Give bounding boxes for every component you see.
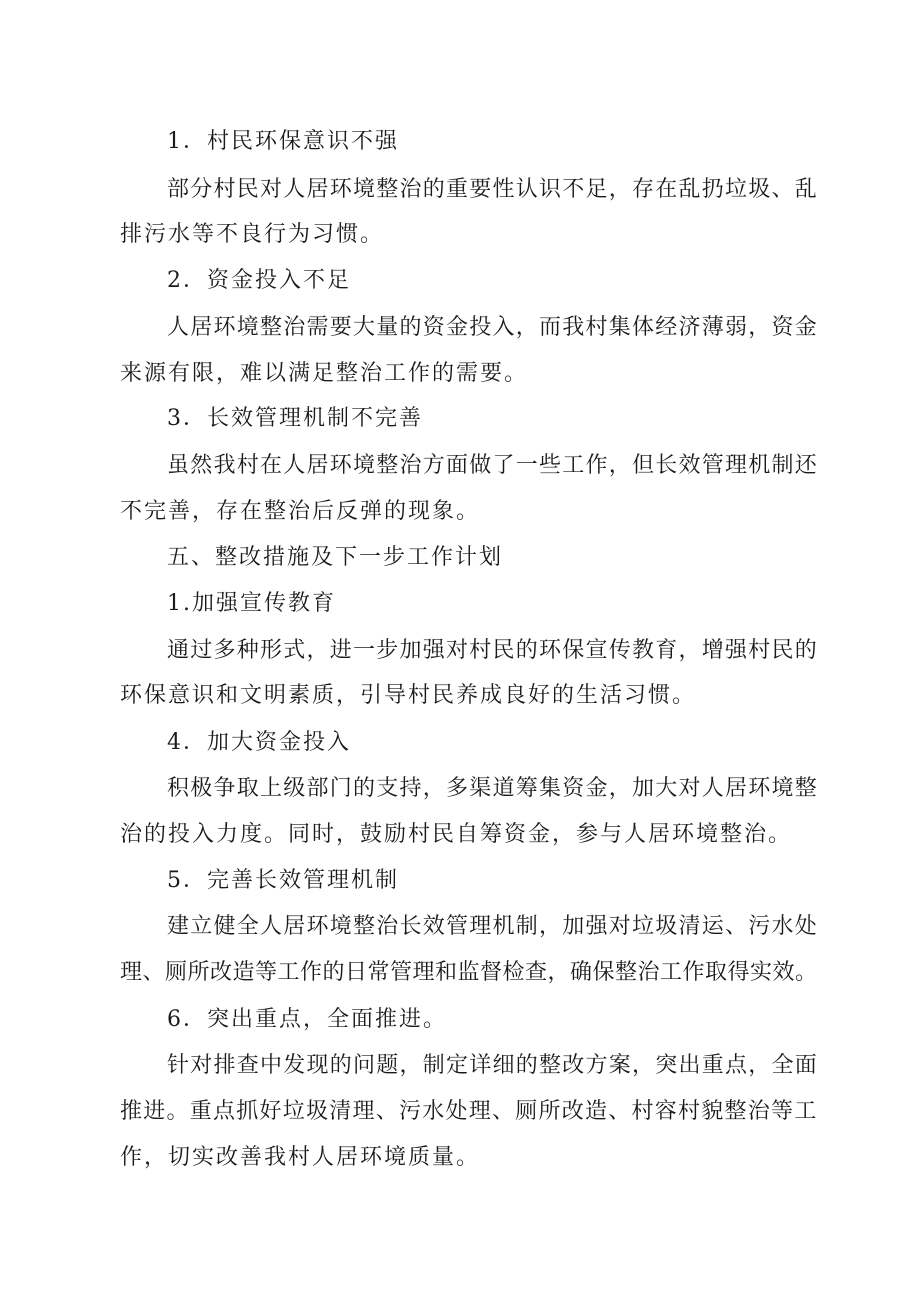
heading-3-management-mechanism: 3．长效管理机制不完善 [167, 406, 423, 431]
paragraph-line: 人居环境整治需要大量的资金投入，而我村集体经济薄弱，资金 [167, 315, 819, 340]
paragraph-line: 建立健全人居环境整治长效管理机制，加强对垃圾清运、污水处 [167, 914, 819, 939]
heading-1-villager-awareness: 1．村民环保意识不强 [167, 129, 399, 154]
paragraph-line: 排污水等不良行为习惯。 [120, 222, 385, 247]
heading-4-increase-funding: 4．加大资金投入 [167, 730, 351, 755]
paragraph-line: 针对排查中发现的问题，制定详细的整改方案，突出重点，全面 [167, 1053, 819, 1078]
paragraph-line: 理、厕所改造等工作的日常管理和监督检查，确保整治工作取得实效。 [120, 960, 818, 985]
paragraph-line: 部分村民对人居环境整治的重要性认识不足，存在乱扔垃圾、乱 [167, 177, 819, 202]
paragraph-line: 推进。重点抓好垃圾清理、污水处理、厕所改造、村容村貌整治等工 [120, 1099, 818, 1124]
paragraph-line: 作，切实改善我村人居环境质量。 [120, 1145, 481, 1170]
heading-6-focus-priorities: 6．突出重点，全面推进。 [167, 1007, 447, 1032]
paragraph-line: 治的投入力度。同时，鼓励村民自筹资金，参与人居环境整治。 [120, 822, 793, 847]
section-heading-rectification-plan: 五、整改措施及下一步工作计划 [167, 545, 504, 570]
paragraph-line: 积极争取上级部门的支持，多渠道筹集资金，加大对人居环境整 [167, 776, 819, 801]
heading-strengthen-publicity: 1.加强宣传教育 [167, 591, 336, 616]
paragraph-line: 通过多种形式，进一步加强对村民的环保宣传教育，增强村民的 [167, 638, 819, 663]
paragraph-line: 不完善，存在整治后反弹的现象。 [120, 499, 481, 524]
paragraph-line: 虽然我村在人居环境整治方面做了一些工作，但长效管理机制还 [167, 453, 819, 478]
paragraph-line: 来源有限，难以满足整治工作的需要。 [120, 361, 529, 386]
heading-5-improve-mechanism: 5．完善长效管理机制 [167, 868, 399, 893]
heading-2-funding-shortage: 2．资金投入不足 [167, 268, 351, 293]
paragraph-line: 环保意识和文明素质，引导村民养成良好的生活习惯。 [120, 683, 697, 708]
